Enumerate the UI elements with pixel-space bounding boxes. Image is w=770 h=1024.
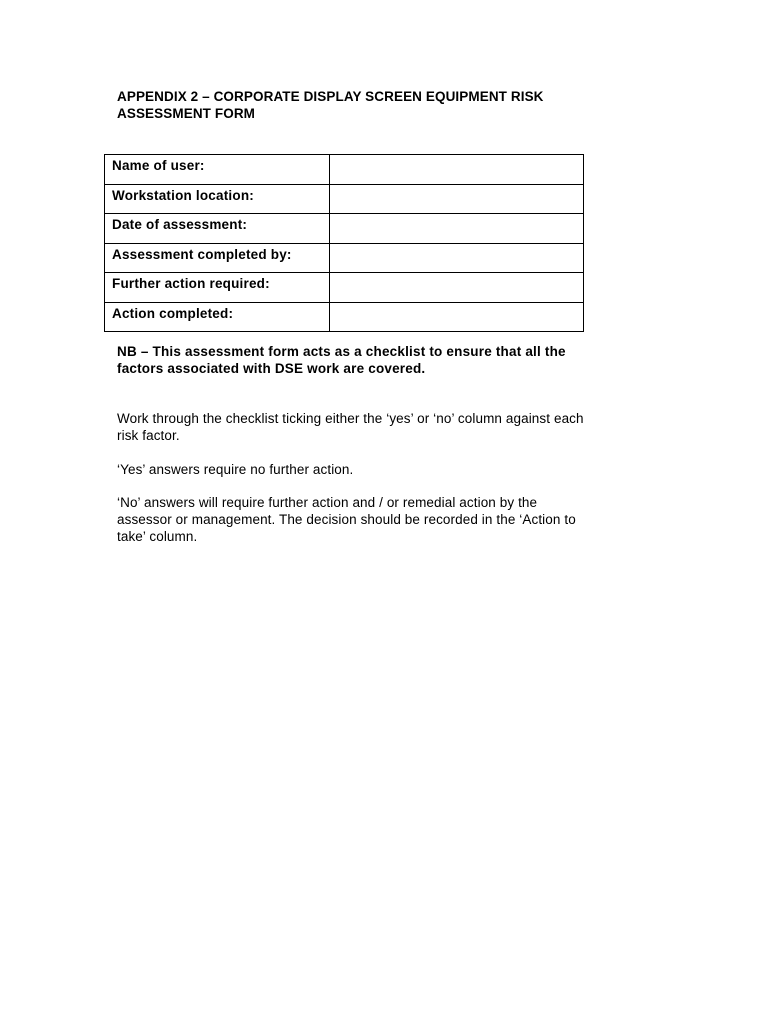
title-line-1: APPENDIX 2 – CORPORATE DISPLAY SCREEN EQUIPMENT RISK — [117, 89, 544, 104]
field-value-workstation-location[interactable] — [330, 184, 584, 214]
field-value-name-of-user[interactable] — [330, 155, 584, 185]
checklist-note — [117, 343, 657, 377]
field-value-further-action-required[interactable] — [330, 273, 584, 303]
field-label-workstation-location: Workstation location: — [105, 184, 330, 214]
field-label-further-action-required: Further action required: — [105, 273, 330, 303]
page-title — [117, 88, 657, 122]
instructions-paragraph — [117, 410, 677, 444]
field-value-date-of-assessment[interactable] — [330, 214, 584, 244]
table-row — [105, 302, 584, 332]
field-value-assessment-completed-by[interactable] — [330, 243, 584, 273]
paragraph-line: ‘Yes’ answers require no further action. — [117, 462, 354, 477]
table-row — [105, 214, 584, 244]
title-line-2: ASSESSMENT FORM — [117, 106, 256, 121]
field-label-date-of-assessment: Date of assessment: — [105, 214, 330, 244]
table-row — [105, 155, 584, 185]
field-label-action-completed: Action completed: — [105, 302, 330, 332]
field-value-action-completed[interactable] — [330, 302, 584, 332]
field-label-assessment-completed-by: Assessment completed by: — [105, 243, 330, 273]
paragraph-line: assessor or management. The decision should be recorded in the ‘Action to — [117, 512, 576, 527]
no-answers-paragraph — [117, 494, 677, 545]
paragraph-line: ‘No’ answers will require further action and / or remedial action by the — [117, 495, 538, 510]
note-line-1: NB – This assessment form acts as a checklist to ensure that all the — [117, 344, 566, 359]
paragraph-line: Work through the checklist ticking either the ‘yes’ or ‘no’ column against each — [117, 411, 584, 426]
table-row — [105, 184, 584, 214]
paragraph-line: risk factor. — [117, 428, 180, 443]
table-row — [105, 243, 584, 273]
note-line-2: factors associated with DSE work are covered. — [117, 361, 426, 376]
table-row — [105, 273, 584, 303]
paragraph-line: take’ column. — [117, 529, 198, 544]
yes-answers-paragraph — [117, 461, 677, 478]
field-label-name-of-user: Name of user: — [105, 155, 330, 185]
assessment-details-table — [104, 154, 584, 332]
